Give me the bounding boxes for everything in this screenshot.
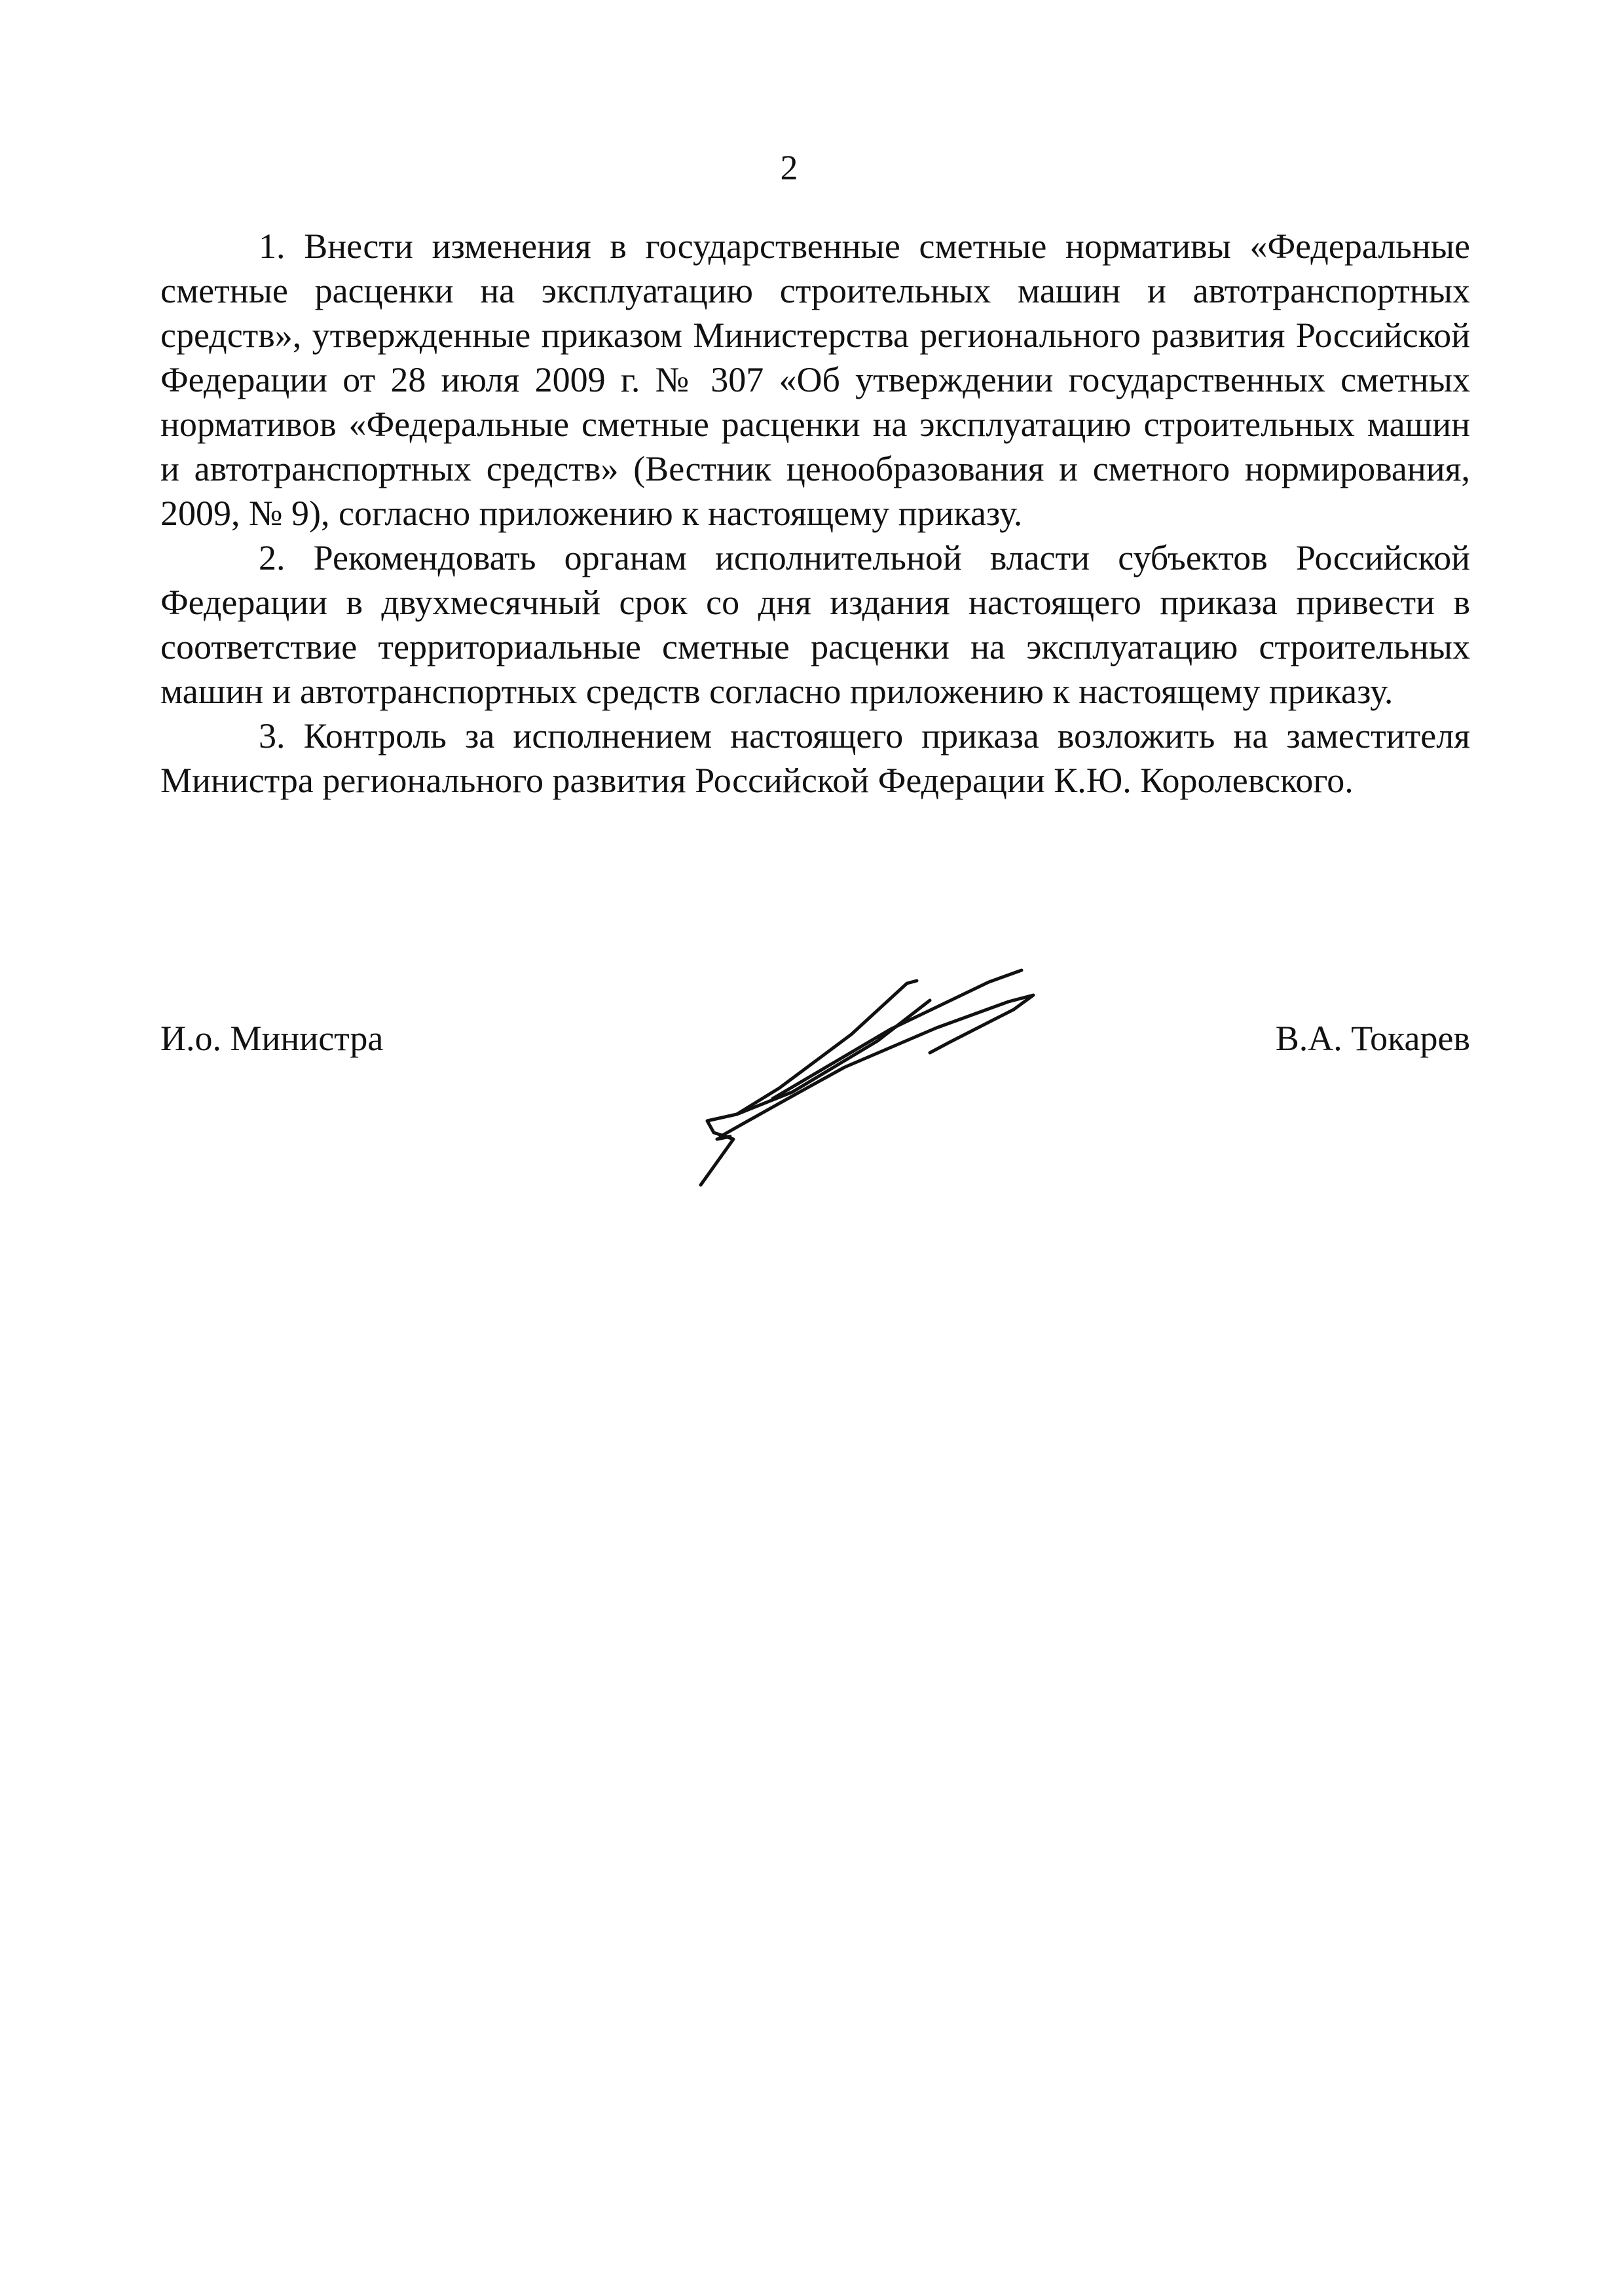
signer-name: В.А. Токарев: [1275, 1019, 1470, 1058]
handwritten-signature-icon: [681, 943, 1100, 1218]
paragraph-2: 2. Рекомендовать органам исполнительной власти субъектов Российской Федерации в двухмесячный срок со дня издания настоящего приказа привести в соответствие территориальные сметные расценки на эксплуатацию строительных машин и автотранспортных средств согласно приложению к настоящему приказу.: [160, 538, 1470, 711]
page-number: 2: [780, 148, 798, 187]
paragraph-1: 1. Внести изменения в государственные сметные нормативы «Федеральные сметные расценки на эксплуатацию строительных машин и автотранспортных средств», утвержденные приказом Министерства регионального развития Российской Федерации от 28 июля 2009 г. № 307 «Об утверждении государственных сметных нормативов «Федеральные сметные расценки на эксплуатацию строительных машин и автотранспортных средств» (Вестник ценообразования и сметного нормирования, 2009, № 9), согласно приложению к настоящему приказу.: [160, 227, 1470, 533]
signer-position: И.о. Министра: [160, 1019, 384, 1058]
paragraph-3: 3. Контроль за исполнением настоящего приказа возложить на заместителя Министра регионального развития Российской Федерации К.Ю. Королевского.: [160, 716, 1470, 800]
document-body: [160, 224, 1470, 803]
